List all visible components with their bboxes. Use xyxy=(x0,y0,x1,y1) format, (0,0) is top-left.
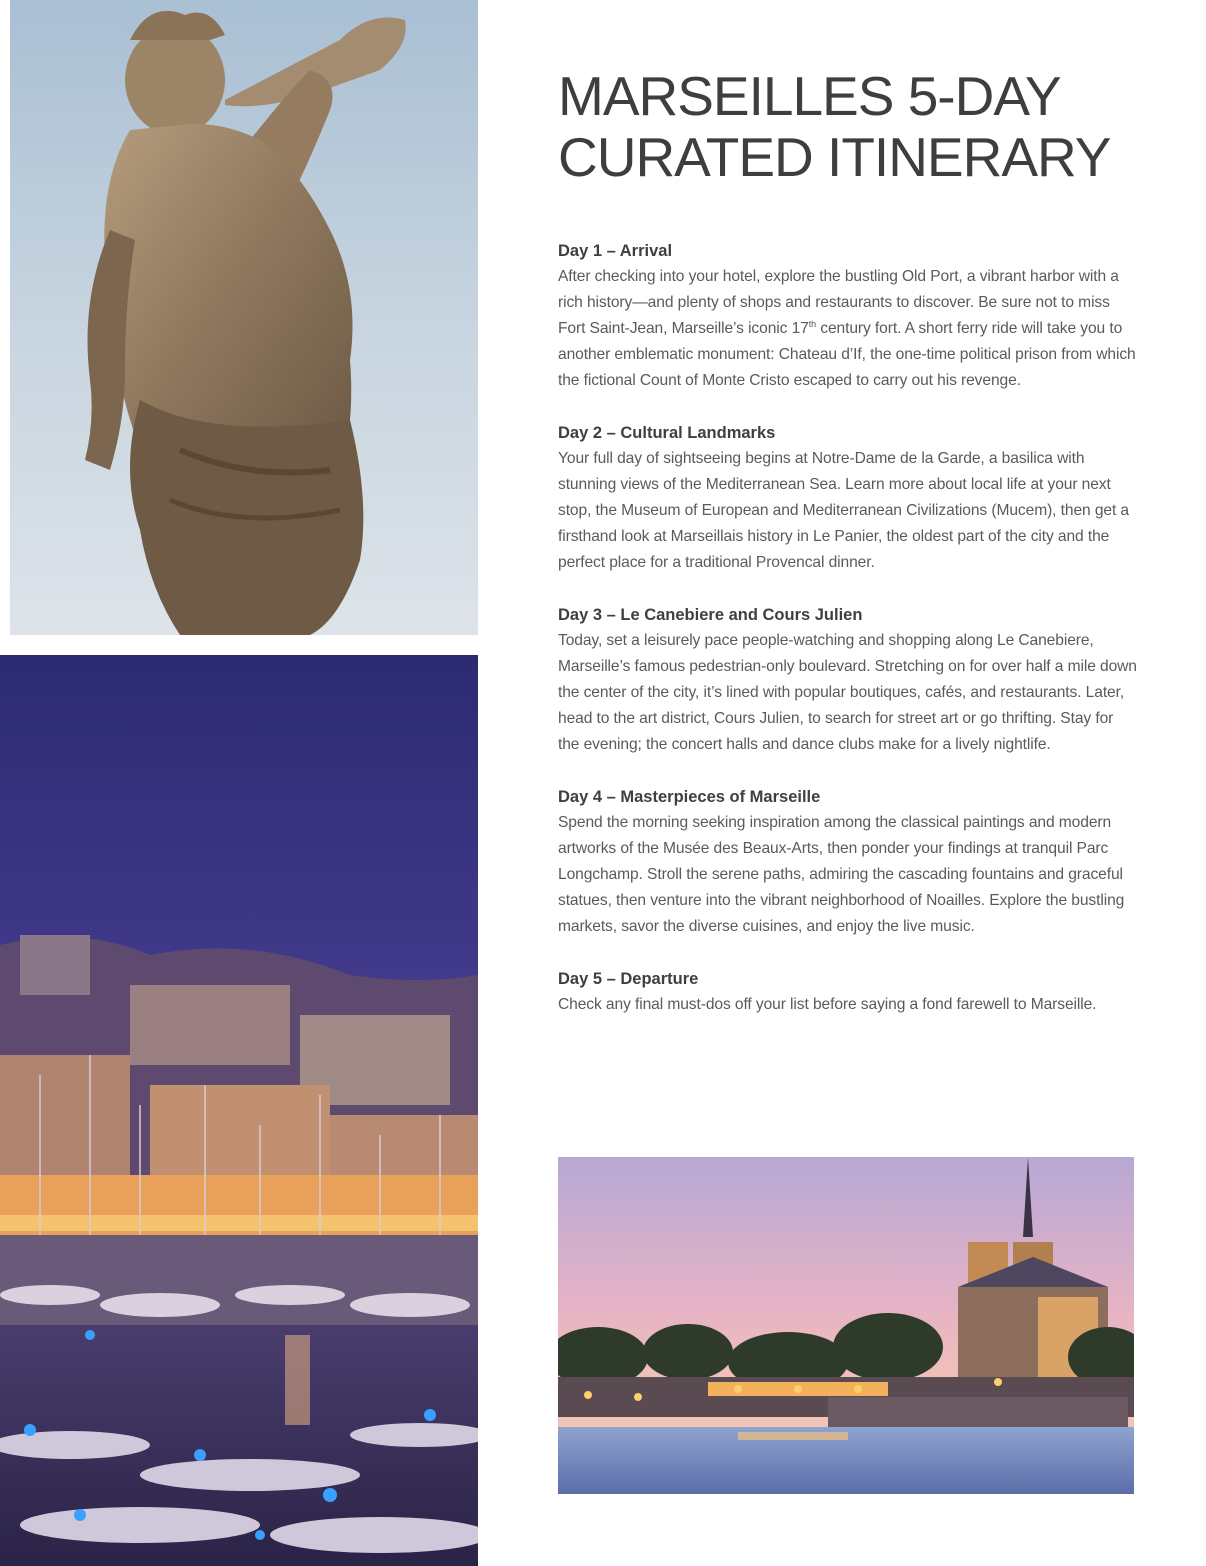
statue-photo xyxy=(10,0,478,635)
title-line-1: MARSEILLES 5-DAY xyxy=(558,65,1061,127)
title-line-2: CURATED ITINERARY xyxy=(558,126,1111,188)
itinerary-list xyxy=(558,238,1138,1044)
harbor-night-photo xyxy=(0,655,478,1566)
cathedral-river-photo xyxy=(558,1157,1134,1494)
day-1-text xyxy=(558,264,1138,394)
day-3-heading: Day 3 – Le Canebiere and Cours Julien xyxy=(558,606,863,624)
day-5-section xyxy=(558,966,1138,1018)
day-1-heading: Day 1 – Arrival xyxy=(558,242,673,260)
day-4-section xyxy=(558,784,1138,940)
page-title xyxy=(558,66,1158,188)
day-2-text: Your full day of sightseeing begins at Notre-Dame de la Garde, a basilica with stunning views of the Mediterranean Sea. Learn more about local life at your next stop, the Museum of European and Mediterranean Civilizations (Mucem), then get a firsthand look at Marseillais history in Le Panier, the oldest part of the city and the perfect place for a traditional Provencal dinner. xyxy=(558,450,1130,571)
day-1-ordinal-suffix: th xyxy=(808,318,817,329)
day-5-heading: Day 5 – Departure xyxy=(558,970,699,988)
day-1-text-part-1: After checking into your hotel, explore the bustling Old Port, a vibrant harbor with a rich history—and plenty of shops and restaurants to discover. Be sure not to miss Fort Saint-Jean, Marseille’s iconic 17 xyxy=(558,268,1119,337)
day-2-heading: Day 2 – Cultural Landmarks xyxy=(558,424,776,442)
day-1-section xyxy=(558,238,1138,394)
day-4-text: Spend the morning seeking inspiration among the classical paintings and modern artworks of the Musée des Beaux-Arts, then ponder your findings at tranquil Parc Longchamp. Stroll the serene paths, admiring the cascading fountains and graceful statues, then venture into the vibrant neighborhood of Noailles. Explore the bustling markets, savor the diverse cuisines, and enjoy the live music. xyxy=(558,814,1125,935)
day-3-text: Today, set a leisurely pace people-watching and shopping along Le Canebiere, Marseille’s famous pedestrian-only boulevard. Stretching on for over half a mile down the center of the city, it’s lined with popular boutiques, cafés, and restaurants. Later, head to the art district, Cours Julien, to search for street art or go thrifting. Stay for the evening; the concert halls and dance clubs make for a lively nightlife. xyxy=(558,632,1137,753)
day-4-heading: Day 4 – Masterpieces of Marseille xyxy=(558,788,821,806)
day-2-section xyxy=(558,420,1138,576)
day-1-text-part-2: century fort. A short ferry ride will take you to another emblematic monument: Chateau d’If, the one-time political prison from which the fictional Count of Monte Cristo escaped to carry out his revenge. xyxy=(558,320,1136,389)
day-5-text: Check any final must-dos off your list before saying a fond farewell to Marseille. xyxy=(558,996,1097,1013)
day-3-section xyxy=(558,602,1138,758)
